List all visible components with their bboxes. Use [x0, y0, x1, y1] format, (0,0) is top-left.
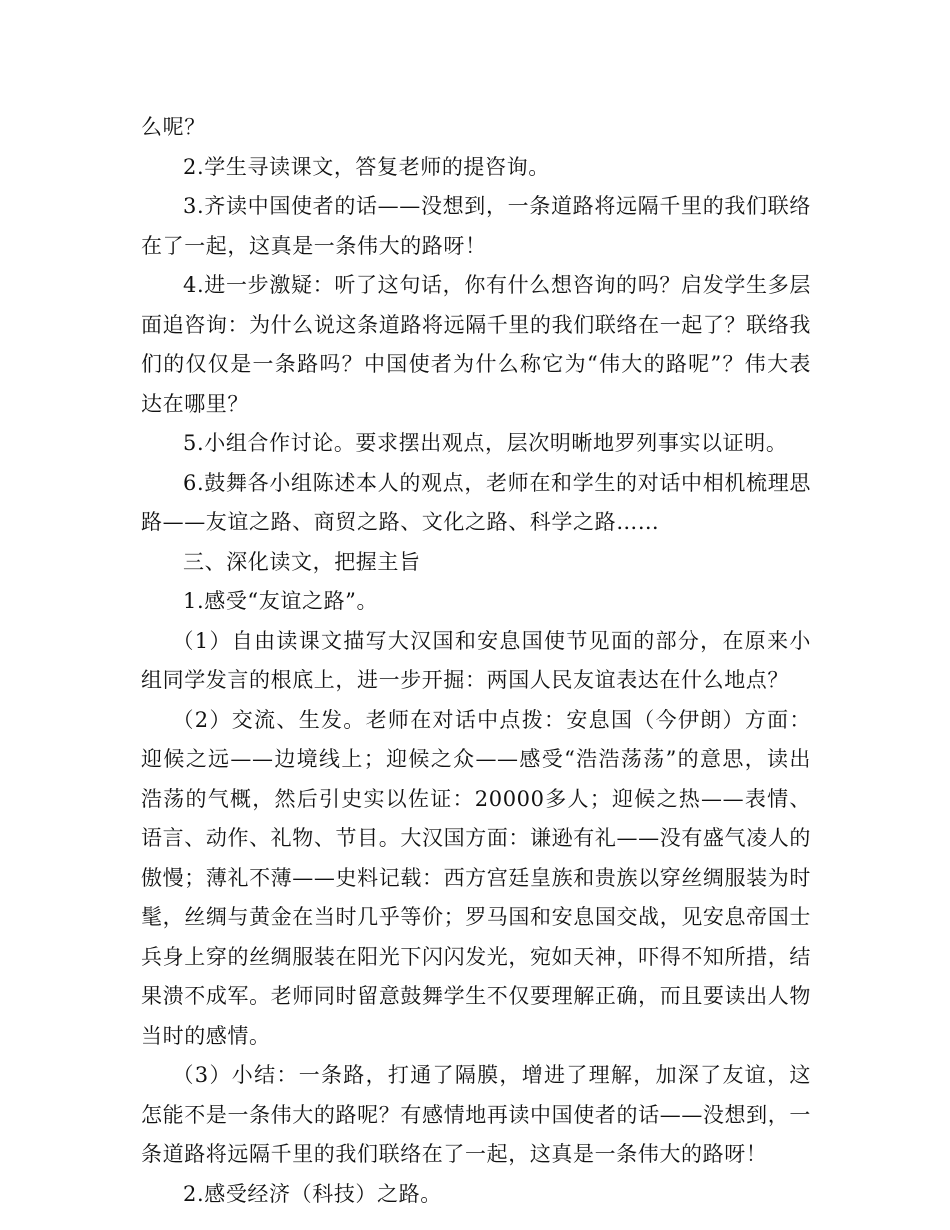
- paragraph-step-5: 5.小组合作讨论。要求摆出观点，层次明晰地罗列事实以证明。: [183, 431, 788, 455]
- paragraph-step-2: 2.学生寻读课文，答复老师的提咨询。: [183, 154, 550, 179]
- subsection-heading-1: 1.感受“友谊之路”。: [183, 589, 379, 613]
- paragraph-step-4: 4.进一步激疑：听了这句话，你有什么想咨询的吗？启发学生多层面追咨询：为什么说这条道路将远隔千里的我们联络在一起了？联络我们的仅仅是一条路吗？中国使者为什么称它为“伟大的路呢”？伟大表达在哪里？: [141, 273, 811, 416]
- document-body: [141, 108, 811, 1214]
- paragraph-step-6: 6.鼓舞各小组陈述本人的观点，老师在和学生的对话中相机梳理思路——友谊之路、商贸之路、文化之路、科学之路……: [141, 470, 811, 534]
- paragraph-step-3: 3.齐读中国使者的话——没想到，一条道路将远隔千里的我们联络在了一起，这真是一条伟大的路呀！: [141, 194, 811, 258]
- section-heading: 三、深化读文，把握主旨: [183, 549, 421, 574]
- paragraph-continuation: 么呢？: [141, 115, 206, 139]
- paragraph-sub-1: （1）自由读课文描写大汉国和安息国使节见面的部分，在原来小组同学发言的根底上，进一步开掘：两国人民友谊表达在什么地点？: [141, 628, 811, 692]
- subsection-heading-2: 2.感受经济（科技）之路。: [183, 1181, 442, 1206]
- paragraph-sub-2: （2）交流、生发。老师在对话中点拨：安息国（今伊朗）方面：迎候之远——边境线上；迎候之众——感受“浩浩荡荡”的意思，读出浩荡的气概，然后引史实以佐证：20000多人；迎候之热——表情、语言、动作、礼物、节目。大汉国方面：谦逊有礼——没有盛气凌人的傲慢；薄礼不薄——史料记载：西方宫廷皇族和贵族以穿丝绸服装为时髦，丝绸与黄金在当时几乎等价；罗马国和安息国交战，见安息帝国士兵身上穿的丝绸服装在阳光下闪闪发光，宛如天神，吓得不知所措，结果溃不成军。老师同时留意鼓舞学生不仅要理解正确，而且要读出人物当时的感情。: [141, 707, 811, 1048]
- paragraph-sub-3: （3）小结：一条路，打通了隔膜，增进了理解，加深了友谊，这怎能不是一条伟大的路呢？有感情地再读中国使者的话——没想到，一条道路将远隔千里的我们联络在了一起，这真是一条伟大的路呀！: [141, 1063, 811, 1166]
